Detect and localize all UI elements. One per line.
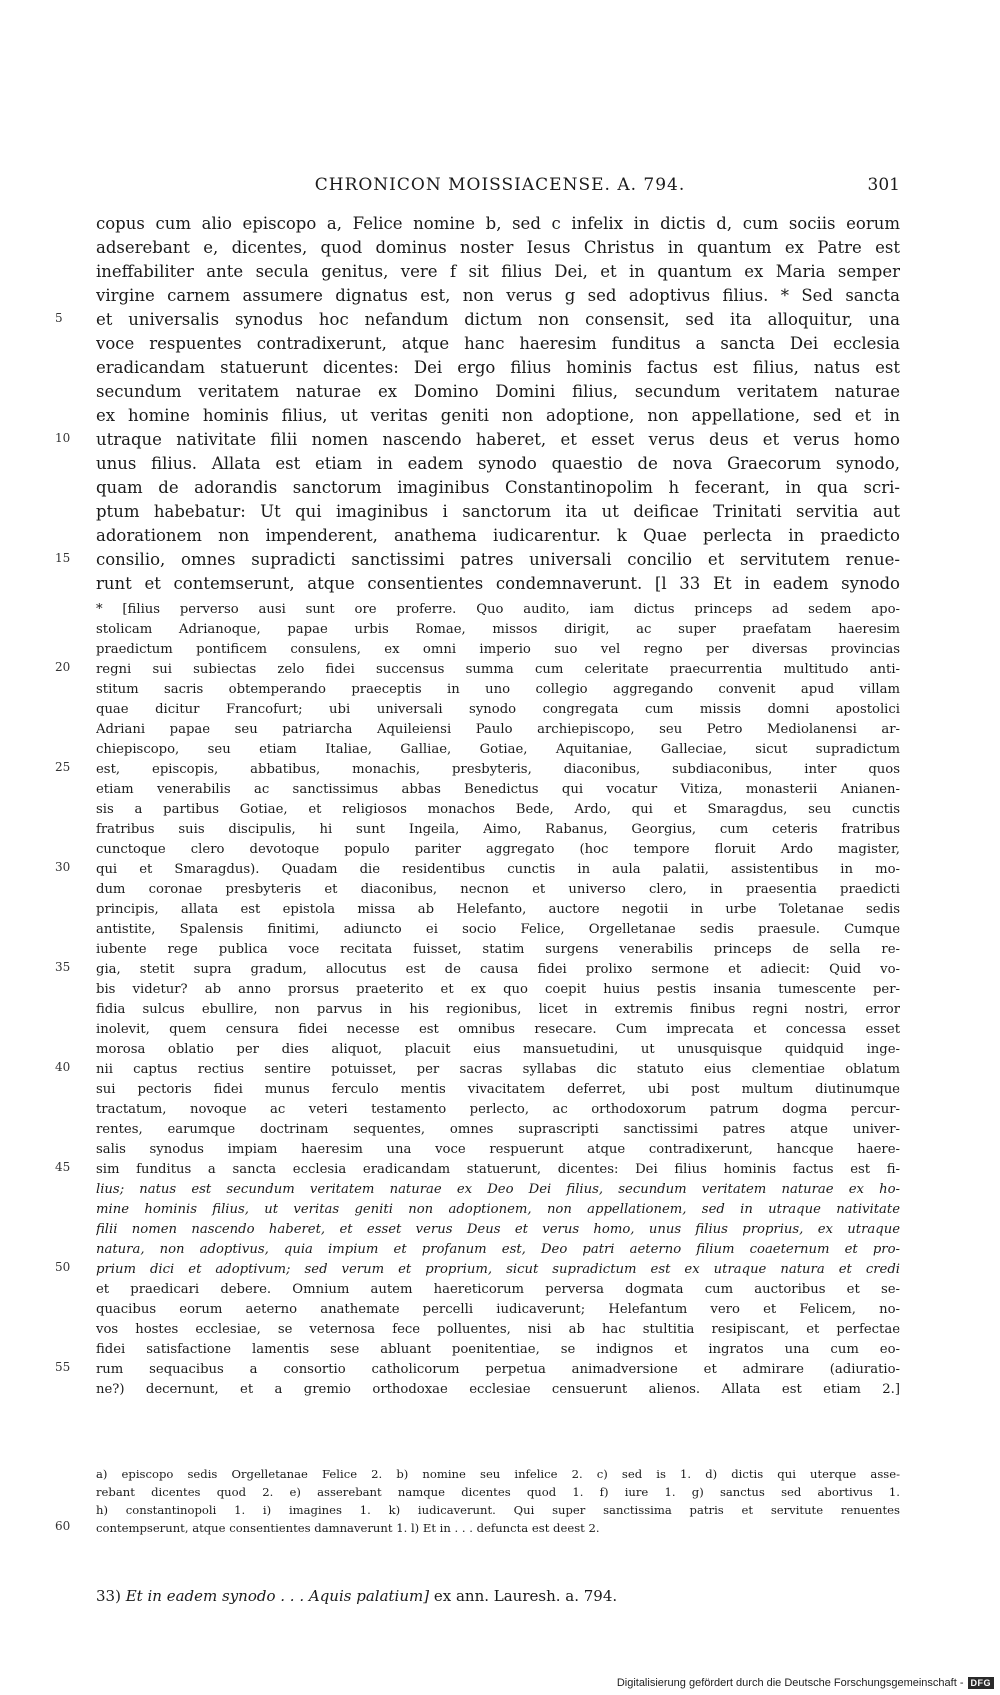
footnote-quote: Et in eadem synodo . . . Aquis palatium] — [125, 1587, 430, 1605]
note-line: nii captus rectius sentire potuisset, per sacras syllabas dic statuto eius clementiae oblatum — [96, 1062, 900, 1077]
note-line: sim funditus a sancta ecclesia eradicandam statuerunt, dicentes: Dei filius hominis factus est fi- — [96, 1162, 900, 1177]
note-line: vos hostes ecclesiae, se veternosa fece polluentes, nisi ab hac stultitia resipiscant, et perfectae — [96, 1322, 900, 1337]
digitization-credit — [617, 1675, 994, 1691]
main-line: eradicandam statuerunt dicentes: Dei ergo filius hominis factus est filius, natus est — [96, 358, 900, 377]
main-line: secundum veritatem naturae ex Domino Domini filius, secundum veritatem naturae — [96, 382, 900, 401]
line-number: 5 — [55, 311, 63, 325]
note-line: fidei satisfactione lamentis sese abluant poenitentiae, se indignos et ingratos una cum eo- — [96, 1342, 900, 1357]
dfg-logo: DFG — [968, 1677, 995, 1689]
footnote-line: rebant dicentes quod 2. e) asserebant namque dicentes quod 1. f) iure 1. g) sanctus sed abortivus 1. — [96, 1485, 900, 1499]
note-line: etiam venerabilis ac sanctissimus abbas Benedictus qui vocatur Vitiza, monasterii Anianen- — [96, 782, 900, 797]
main-line: runt et contemserunt, atque consentientes condemnaverunt. [l 33 Et in eadem synodo — [96, 574, 900, 593]
note-line: stitum sacris obtemperando praeceptis in uno collegio aggregando convenit apud villam — [96, 682, 900, 697]
line-number: 60 — [55, 1519, 71, 1533]
footnote-line: a) episcopo sedis Orgelletanae Felice 2. b) nomine seu infelice 2. c) sed is 1. d) dictis qui uterque asse- — [96, 1467, 900, 1481]
source-footnote-line — [96, 1585, 900, 1607]
note-line: morosa oblatio per dies aliquot, placuit eius mansuetudini, ut unusquisque quidquid inge- — [96, 1042, 900, 1057]
footnote-marker: 33) — [96, 1587, 121, 1605]
note-line: rum sequacibus a consortio catholicorum perpetua animadversione et admirare (adiuratio- — [96, 1362, 900, 1377]
line-number: 25 — [55, 760, 71, 774]
main-line: et universalis synodus hoc nefandum dictum non consensit, sed ita alloquitur, una — [96, 310, 900, 329]
note-line: lius; natus est secundum veritatem naturae ex Deo Dei filius, secundum veritatem naturae ex ho- — [96, 1182, 900, 1197]
note-line: et praedicari debere. Omnium autem haereticorum perversa dogmata cum auctoribus et se- — [96, 1282, 900, 1297]
note-line: filii nomen nascendo haberet, et esset verus Deus et verus homo, unus filius proprius, ex utraque — [96, 1222, 900, 1237]
footnote-source: ex ann. Lauresh. a. 794. — [433, 1587, 618, 1605]
main-line: ineffabiliter ante secula genitus, vere f sit filius Dei, et in quantum ex Maria semper — [96, 262, 900, 281]
note-line: sui pectoris fidei munus ferculo mentis vivacitatem deferret, ubi post multum diutinumque — [96, 1082, 900, 1097]
note-line: mine hominis filius, ut veritas geniti non adoptionem, non appellationem, sed in utraque nativitate — [96, 1202, 900, 1217]
running-header — [100, 175, 900, 205]
main-line: unus filius. Allata est etiam in eadem synodo quaestio de nova Graecorum synodo, — [96, 454, 900, 473]
note-line: qui et Smaragdus). Quadam die residentibus cunctis in aula palatii, assistentibus in mo- — [96, 862, 900, 877]
note-line: praedictum pontificem consulens, ex omni imperio suo vel regno per diversas provincias — [96, 642, 900, 657]
main-line: adserebant e, dicentes, quod dominus noster Iesus Christus in quantum ex Patre est — [96, 238, 900, 257]
line-number: 15 — [55, 551, 71, 565]
main-line: ptum habebatur: Ut qui imaginibus i sanctorum ita ut deificae Trinitati servitia aut — [96, 502, 900, 521]
line-number: 50 — [55, 1260, 71, 1274]
note-line: salis synodus impiam haeresim una voce respuerunt atque contradixerunt, hancque haere- — [96, 1142, 900, 1157]
main-line: copus cum alio episcopo a, Felice nomine b, sed c infelix in dictis d, cum sociis eorum — [96, 214, 900, 233]
page-number: 301 — [867, 175, 900, 195]
footnote-line: contempserunt, atque consentientes damnaverunt 1. l) Et in . . . defuncta est deest 2. — [96, 1521, 600, 1535]
line-number: 30 — [55, 860, 71, 874]
main-line: virgine carnem assumere dignatus est, non verus g sed adoptivus filius. * Sed sancta — [96, 286, 900, 305]
note-line: cunctoque clero devotoque populo pariter aggregato (hoc tempore floruit Ardo magister, — [96, 842, 900, 857]
main-line: consilio, omnes supradicti sanctissimi patres universali concilio et servitutem renue- — [96, 550, 900, 569]
footnote-line: h) constantinopoli 1. i) imagines 1. k) iudicaverunt. Qui super sanctissima patris et servitute renuentes — [96, 1503, 900, 1517]
note-line: Adriani papae seu patriarcha Aquileiensi Paulo archiepiscopo, seu Petro Mediolanensi ar- — [96, 722, 900, 737]
main-line: utraque nativitate filii nomen nascendo haberet, et esset verus deus et verus homo — [96, 430, 900, 449]
line-number: 45 — [55, 1160, 71, 1174]
line-number: 10 — [55, 431, 71, 445]
note-line: * [filius perverso ausi sunt ore proferre. Quo audito, iam dictus princeps ad sedem apo- — [96, 602, 900, 617]
main-line: adorationem non impenderent, anathema iudicarentur. k Quae perlecta in praedicto — [96, 526, 900, 545]
note-line: natura, non adoptivus, quia impium et profanum est, Deo patri aeterno filium coaeternum et pro- — [96, 1242, 900, 1257]
note-line: bis videtur? ab anno prorsus praeterito et ex quo coepit huius pestis insania tumescente per- — [96, 982, 900, 997]
main-line: voce respuentes contradixerunt, atque hanc haeresim funditus a sancta Dei ecclesia — [96, 334, 900, 353]
note-line: est, episcopis, abbatibus, monachis, presbyteris, diaconibus, subdiaconibus, inter quos — [96, 762, 900, 777]
note-line: antistite, Spalensis finitimi, adiuncto ei socio Felice, Orgelletanae sedis praesule. Cumque — [96, 922, 900, 937]
note-line: prium dici et adoptivum; sed verum et proprium, sicut supradictum est ex utraque natura et credi — [96, 1262, 900, 1277]
note-line: chiepiscopo, seu etiam Italiae, Galliae, Gotiae, Aquitaniae, Galleciae, sicut supradictum — [96, 742, 900, 757]
line-number: 55 — [55, 1360, 71, 1374]
line-number: 40 — [55, 1060, 71, 1074]
running-title: CHRONICON MOISSIACENSE. A. 794. — [314, 175, 686, 195]
note-line: stolicam Adrianoque, papae urbis Romae, missos dirigit, ac super praefatam haeresim — [96, 622, 900, 637]
note-line: iubente rege publica voce recitata fuisset, statim surgens venerabilis princeps de sella re- — [96, 942, 900, 957]
credit-text: Digitalisierung gefördert durch die Deutsche Forschungsgemeinschaft - — [616, 1677, 964, 1689]
note-line: rentes, earumque doctrinam sequentes, omnes suprascripti sanctissimi patres atque univer- — [96, 1122, 900, 1137]
line-number: 35 — [55, 960, 71, 974]
note-line: sis a partibus Gotiae, et religiosos monachos Bede, Ardo, qui et Smaragdus, seu cunctis — [96, 802, 900, 817]
note-line: dum coronae presbyteris et diaconibus, necnon et universo clero, in praesentia praedicti — [96, 882, 900, 897]
note-line: ne?) decernunt, et a gremio orthodoxae ecclesiae censuerunt alienos. Allata est etiam 2.] — [96, 1382, 900, 1397]
note-line: quacibus eorum aeterno anathemate percelli iudicaverunt; Helefantum vero et Felicem, no- — [96, 1302, 900, 1317]
line-number: 20 — [55, 660, 71, 674]
note-line: regni sui subiectas zelo fidei succensus summa cum celeritate praecurrentia multitudo anti- — [96, 662, 900, 677]
note-line: fidia sulcus ebullire, non parvus in his regionibus, licet in extremis finibus regni nostri, error — [96, 1002, 900, 1017]
note-line: principis, allata est epistola missa ab Helefanto, auctore negotii in urbe Toletanae sedis — [96, 902, 900, 917]
note-line: inolevit, quem censura fidei necesse est omnibus resecare. Cum imprecata et concessa esset — [96, 1022, 900, 1037]
main-line: quam de adorandis sanctorum imaginibus Constantinopolim h fecerant, in qua scri- — [96, 478, 900, 497]
note-line: gia, stetit supra gradum, allocutus est de causa fidei prolixo sermone et adiecit: Quid vo- — [96, 962, 900, 977]
note-line: fratribus suis discipulis, hi sunt Ingeila, Aimo, Rabanus, Georgius, cum ceteris fratribus — [96, 822, 900, 837]
main-line: ex homine hominis filius, ut veritas geniti non adoptione, non appellatione, sed et in — [96, 406, 900, 425]
note-line: tractatum, novoque ac veteri testamento perlecto, ac orthodoxorum patrum dogma percur- — [96, 1102, 900, 1117]
note-line: quae dicitur Francofurt; ubi universali synodo congregata cum missis domni apostolici — [96, 702, 900, 717]
